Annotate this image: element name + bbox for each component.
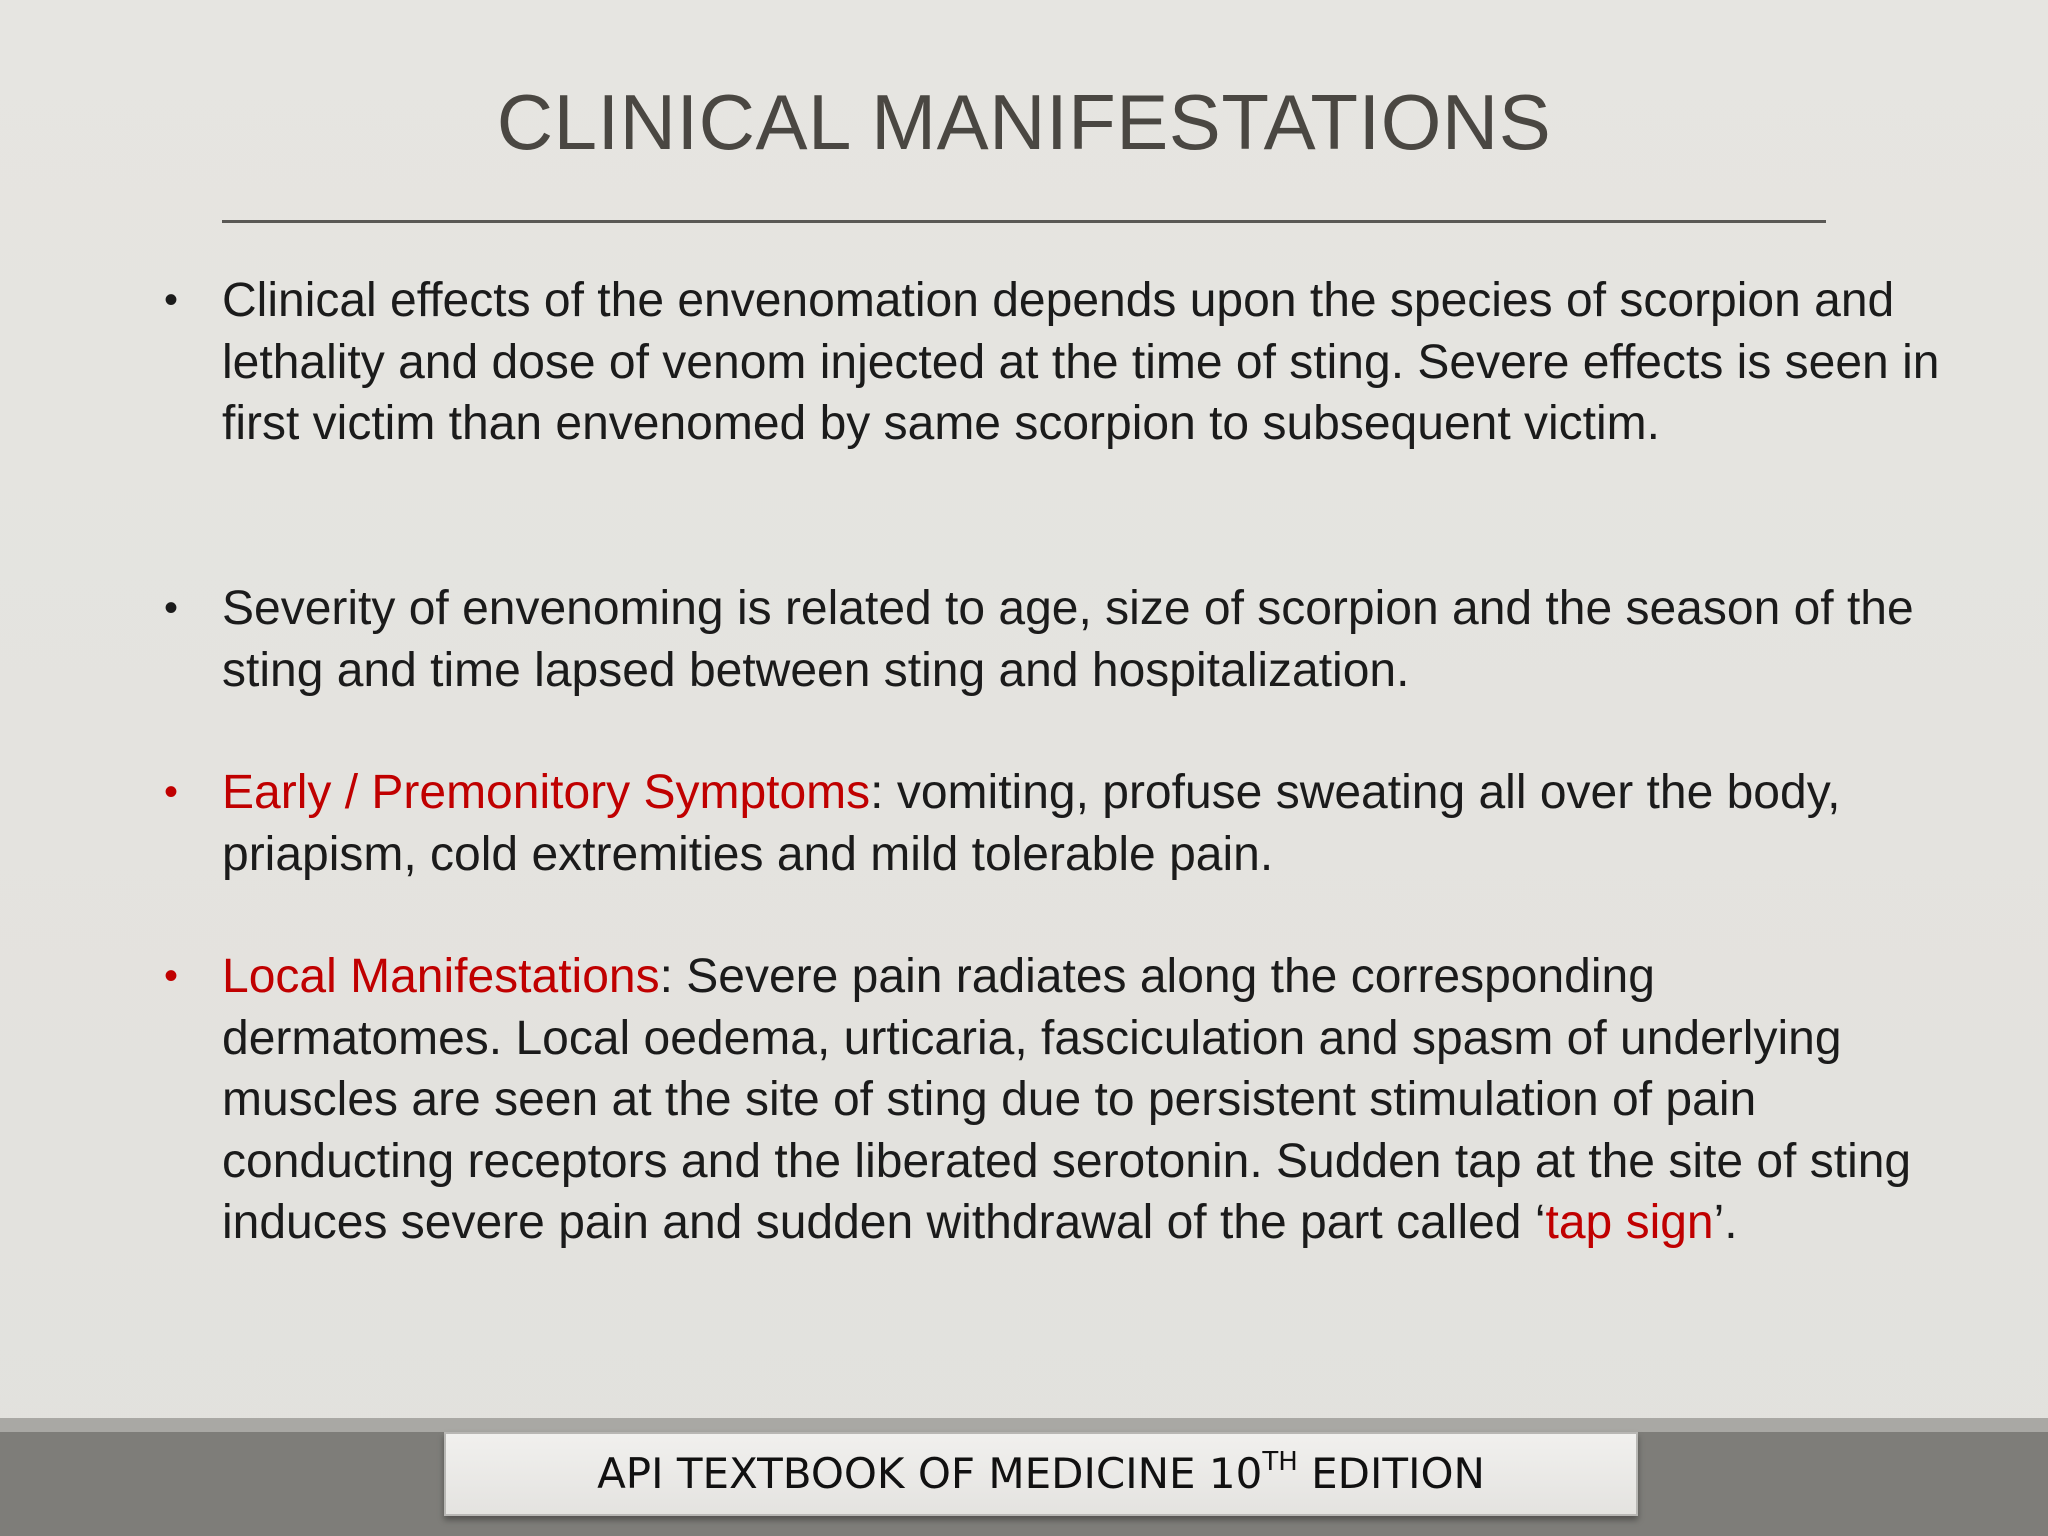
bullet-marker: • [163,586,178,630]
title-divider [222,220,1826,223]
bullet-marker: • [163,770,178,814]
bullet-marker: • [163,278,178,322]
bullet-text: Severity of envenoming is related to age, size of scorpion and the season of the sting and time lapsed between sting and hospitalization. [222,582,1914,697]
bullet-text: : Severe pain radiates along the corresponding dermatomes. Local oedema, urticaria, fasciculation and spasm of underlying muscles are seen at the site of sting due to persistent stimulation of pain conducting receptors and the liberated serotonin. Sudden tap at the site of sting induces severe pain and sudden withdrawal of the part called ‘ [222,950,1912,1249]
bullet-marker: • [163,954,178,998]
bullet-item [163,946,1942,1254]
footer-text-end: EDITION [1297,1449,1485,1498]
bullet-item [163,762,1942,885]
footer-text: API TEXTBOOK OF MEDICINE 10 [597,1449,1263,1498]
bullet-heading: Local Manifestations [222,950,660,1003]
bullet-text-end: ’. [1713,1196,1738,1249]
footer-band-highlight [0,1418,2048,1432]
bullet-heading: Early / Premonitory Symptoms [222,766,871,819]
footer-citation [444,1432,1638,1516]
bullet-item [163,578,1942,701]
footer-superscript: TH [1262,1447,1298,1477]
tap-sign-term: tap sign [1545,1196,1714,1249]
slide-title: CLINICAL MANIFESTATIONS [496,78,1552,166]
bullet-text: Clinical effects of the envenomation depends upon the species of scorpion and lethality and dose of venom injected at the time of sting. Severe effects is seen in first victim than envenomed by same scorpion to subsequent victim. [222,274,1940,450]
bullet-text: : vomiting, profuse sweating all over the body, priapism, cold extremities and mild tolerable pain. [222,766,1841,881]
bullet-item [163,270,1942,455]
